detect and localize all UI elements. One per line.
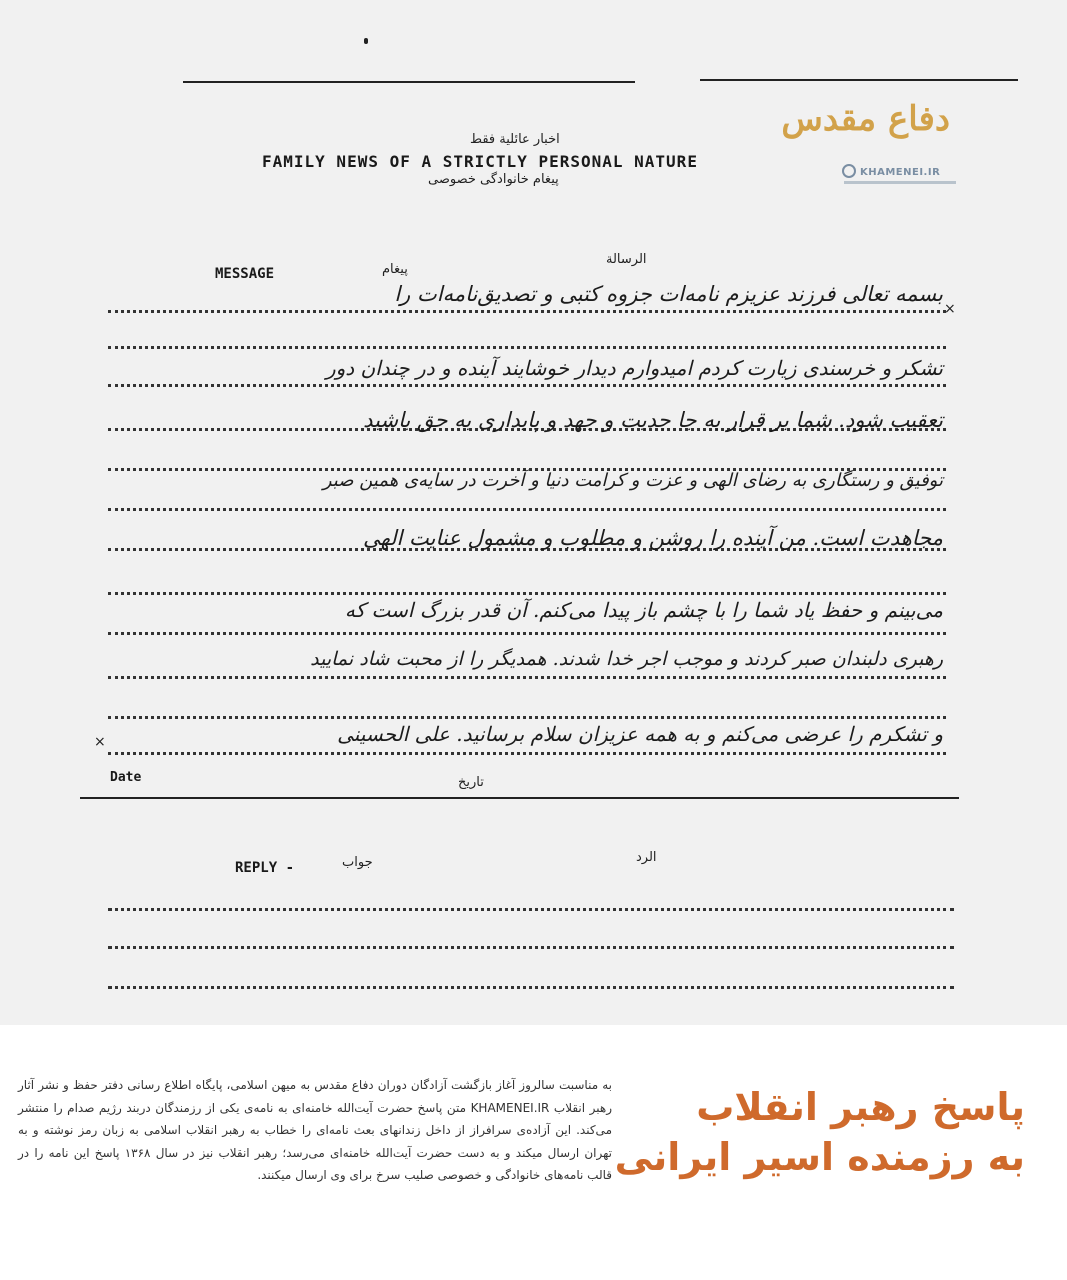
line-tick: ×: [94, 734, 106, 750]
reply-arabic-label: الرد: [636, 850, 657, 865]
handwriting-line: مجاهدت است. من آینده را روشن و مطلوب و مشمول عنایت الهی: [362, 526, 943, 550]
logo-underline: [844, 181, 956, 184]
letter-heading: FAMILY NEWS OF A STRICTLY PERSONAL NATURE: [262, 152, 698, 171]
caption-body: به مناسبت سالروز آغاز بازگشت آزادگان دوران دفاع مقدس به میهن اسلامی، پایگاه اطلاع رسانی دفتر حفظ و نشر آثار رهبر انقلاب KHAMENEI.IR متن پاسخ حضرت آیت‌الله خامنه‌ای به نامه‌ی یکی از رزمندگان دربند رژیم صدام را منتشر می‌کند. این آزاده‌ی سرافراز از داخل زندانهای بعث نامه‌ای را خطاب به رهبر انقلاب اسلامی به زبان رمز نوشته و به تهران ارسال میکند و به دست حضرت آیت‌الله خامنه‌ای می‌رسد؛ رهبر انقلاب نیز در سال ۱۳۶۸ پاسخ این نامه را در قالب نامه‌های خانوادگی و خصوصی صلیب سرخ برای وی ارسال میکنند.: [18, 1078, 612, 1182]
message-persian-label: پیغام: [382, 262, 408, 277]
reply-line: [108, 946, 954, 949]
message-line: [108, 346, 946, 349]
logo-title: دفاع مقدس: [781, 99, 950, 139]
date-persian-label: تاریخ: [458, 775, 484, 790]
handwriting-line: توفیق و رستگاری به رضای الهی و عزت و کرامت دنیا و آخرت در سایه‌ی همین صبر: [322, 470, 943, 491]
message-line: [108, 384, 946, 387]
message-line: [108, 310, 946, 313]
ink-dot: [364, 38, 368, 44]
message-line: [108, 592, 946, 595]
header-arabic: اخبار عائلية فقط: [470, 132, 560, 147]
reply-persian-label: جواب: [342, 855, 373, 870]
handwriting-line: و تشکرم را عرضی می‌کنم و به همه عزیزان سلام برسانید. علی الحسینی: [337, 722, 943, 746]
date-label: Date: [110, 770, 142, 785]
reply-line: [108, 986, 954, 989]
caption-title-line1: پاسخ رهبر انقلاب: [696, 1085, 1025, 1129]
message-line: [108, 752, 946, 755]
khamenei-badge-icon: [842, 164, 856, 178]
reply-line: [108, 908, 954, 911]
logo-site: KHAMENEI.IR: [860, 167, 941, 178]
top-rule-right: [700, 79, 1018, 81]
caption-title-line2: به رزمنده اسیر ایرانی: [614, 1135, 1025, 1179]
message-line: [108, 632, 946, 635]
reply-label: REPLY -: [235, 860, 295, 876]
message-arabic-label: الرسالة: [606, 252, 647, 267]
message-line: [108, 676, 946, 679]
handwriting-line: تشکر و خرسندی زیارت کردم امیدوارم دیدار خوشایند آینده و در چندان دور: [325, 356, 943, 380]
header-persian: پیغام خانوادگی خصوصی: [428, 172, 559, 187]
section-divider: [80, 797, 959, 799]
handwriting-line: تعقیب شود. شما بر قرار به جا جدیت و جهد و پایداری به حق باشید: [363, 408, 943, 432]
handwriting-line: بسمه تعالی فرزند عزیزم نامه‌ات جزوه کتبی و تصدیق‌نامه‌ات را: [394, 282, 943, 306]
message-label: MESSAGE: [215, 266, 275, 282]
holy-defense-logo: [781, 97, 958, 187]
handwriting-line: می‌بینم و حفظ یاد شما را با چشم باز پیدا می‌کنم. آن قدر بزرگ است که: [344, 598, 943, 622]
line-tick: ×: [944, 301, 956, 317]
caption-title: [610, 1082, 1025, 1182]
message-line: [108, 716, 946, 719]
top-rule: [183, 81, 635, 83]
message-line: [108, 508, 946, 511]
handwriting-line: رهبری دلبندان صبر کردند و موجب اجر خدا شدند. همدیگر را از محبت شاد نمایید: [310, 648, 943, 670]
